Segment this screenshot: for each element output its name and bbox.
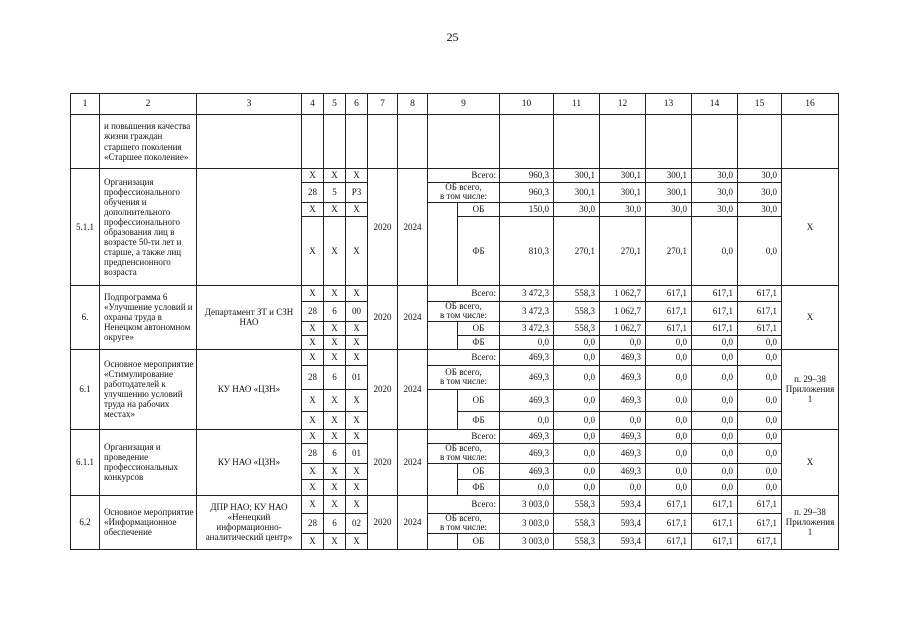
- amount-cell: 593,4: [600, 495, 646, 513]
- source-indent: [428, 463, 458, 495]
- amount-cell: 0,0: [738, 479, 782, 495]
- amount-cell: 0,0: [738, 463, 782, 479]
- year-end: 2024: [398, 285, 428, 349]
- amount-cell: 617,1: [646, 533, 692, 549]
- blank-cell: [346, 115, 368, 169]
- x-cell: X: [346, 389, 368, 411]
- row-note: X: [782, 429, 839, 495]
- x-cell: X: [324, 169, 346, 183]
- row-name: Подпрограмма 6 «Улучшение условий и охраны труда в Ненецком автономном округе»: [100, 285, 197, 349]
- year-end: 2024: [398, 495, 428, 549]
- year-start: 2020: [368, 349, 398, 429]
- amount-cell: 3 003,0: [500, 513, 554, 533]
- code-cell: 28: [302, 301, 324, 321]
- x-cell: X: [324, 285, 346, 301]
- code-cell: 6: [324, 365, 346, 389]
- code-cell: 6: [324, 513, 346, 533]
- amount-cell: 960,3: [500, 169, 554, 183]
- amount-cell: 0,0: [646, 443, 692, 463]
- amount-cell: 469,3: [600, 349, 646, 365]
- amount-cell: 810,3: [500, 216, 554, 285]
- source-label: ФБ: [458, 479, 500, 495]
- amount-cell: 0,0: [554, 463, 600, 479]
- amount-cell: 617,1: [692, 321, 738, 335]
- x-cell: X: [324, 335, 346, 349]
- x-cell: X: [324, 495, 346, 513]
- amount-cell: 30,0: [738, 169, 782, 183]
- header-cell: 2: [100, 94, 197, 115]
- amount-cell: 617,1: [692, 301, 738, 321]
- table-row: [71, 429, 839, 443]
- code-cell: 5: [324, 183, 346, 203]
- blank-cell: [554, 115, 600, 169]
- amount-cell: 0,0: [646, 389, 692, 411]
- source-label: ОБ: [458, 463, 500, 479]
- x-cell: X: [302, 202, 324, 216]
- header-cell: 3: [197, 94, 302, 115]
- source-label: Всего:: [428, 495, 500, 513]
- row-number: 5.1.1: [71, 169, 100, 286]
- amount-cell: 617,1: [692, 533, 738, 549]
- source-label-line: в том числе:: [440, 310, 487, 321]
- amount-cell: 3 003,0: [500, 495, 554, 513]
- amount-cell: 469,3: [500, 349, 554, 365]
- source-label: Всего:: [428, 285, 500, 301]
- source-indent: [428, 202, 458, 285]
- blank-cell: [500, 115, 554, 169]
- source-label: ФБ: [458, 216, 500, 285]
- amount-cell: 1 062,7: [600, 321, 646, 335]
- amount-cell: 30,0: [692, 183, 738, 203]
- row-name: Основное мероприятие «Информационное обеспечение: [100, 495, 197, 549]
- x-cell: X: [302, 285, 324, 301]
- amount-cell: 270,1: [600, 216, 646, 285]
- header-cell: 1: [71, 94, 100, 115]
- year-start: 2020: [368, 429, 398, 495]
- header-cell: 15: [738, 94, 782, 115]
- source-label: ОБ: [458, 533, 500, 549]
- source-label-line: в том числе:: [440, 191, 487, 202]
- blank-cell: [646, 115, 692, 169]
- x-cell: X: [302, 533, 324, 549]
- x-cell: X: [346, 495, 368, 513]
- row-executor: КУ НАО «ЦЗН»: [197, 349, 302, 429]
- x-cell: X: [324, 349, 346, 365]
- blank-cell: [600, 115, 646, 169]
- amount-cell: 1 062,7: [600, 301, 646, 321]
- amount-cell: 617,1: [646, 495, 692, 513]
- blank-cell: [324, 115, 346, 169]
- header-cell: 6: [346, 94, 368, 115]
- blank-cell: [428, 115, 500, 169]
- amount-cell: 469,3: [600, 389, 646, 411]
- amount-cell: 0,0: [738, 349, 782, 365]
- x-cell: X: [302, 429, 324, 443]
- source-label: [428, 301, 500, 321]
- row-number: 6.: [71, 285, 100, 349]
- amount-cell: 0,0: [500, 479, 554, 495]
- amount-cell: 3 472,3: [500, 321, 554, 335]
- row-executor: Департамент ЗТ и СЗН НАО: [197, 285, 302, 349]
- source-label: Всего:: [428, 169, 500, 183]
- amount-cell: 469,3: [600, 463, 646, 479]
- amount-cell: 469,3: [600, 443, 646, 463]
- code-cell: 28: [302, 443, 324, 463]
- code-cell: 01: [346, 443, 368, 463]
- year-start: 2020: [368, 169, 398, 286]
- amount-cell: 469,3: [500, 443, 554, 463]
- amount-cell: 0,0: [646, 429, 692, 443]
- source-label-line: в том числе:: [440, 522, 487, 533]
- x-cell: X: [346, 411, 368, 429]
- x-cell: X: [346, 335, 368, 349]
- blank-cell: [398, 115, 428, 169]
- x-cell: X: [346, 202, 368, 216]
- amount-cell: 469,3: [600, 365, 646, 389]
- x-cell: X: [324, 389, 346, 411]
- table-row: [71, 285, 839, 301]
- amount-cell: 0,0: [554, 389, 600, 411]
- amount-cell: 30,0: [692, 202, 738, 216]
- amount-cell: 0,0: [600, 411, 646, 429]
- amount-cell: 558,3: [554, 513, 600, 533]
- code-cell: P3: [346, 183, 368, 203]
- amount-cell: 0,0: [554, 443, 600, 463]
- amount-cell: 617,1: [738, 495, 782, 513]
- row-name: Организация профессионального обучения и дополнительного профессионального образования лиц в возрасте 50-ти лет и старше, а также лиц предпенсионного возраста: [100, 169, 197, 286]
- amount-cell: 0,0: [738, 429, 782, 443]
- amount-cell: 0,0: [646, 463, 692, 479]
- row-executor: [197, 169, 302, 286]
- amount-cell: 0,0: [554, 335, 600, 349]
- code-cell: 28: [302, 183, 324, 203]
- source-label-line: ОБ всего,: [445, 513, 482, 523]
- amount-cell: 0,0: [692, 479, 738, 495]
- amount-cell: 0,0: [554, 479, 600, 495]
- x-cell: X: [324, 463, 346, 479]
- blank-cell: [302, 115, 324, 169]
- x-cell: X: [302, 389, 324, 411]
- x-cell: X: [324, 321, 346, 335]
- amount-cell: 469,3: [500, 389, 554, 411]
- amount-cell: 3 003,0: [500, 533, 554, 549]
- x-cell: X: [346, 321, 368, 335]
- x-cell: X: [324, 216, 346, 285]
- amount-cell: 617,1: [738, 321, 782, 335]
- blank-cell: [692, 115, 738, 169]
- amount-cell: 30,0: [554, 202, 600, 216]
- source-label: Всего:: [428, 429, 500, 443]
- code-cell: 6: [324, 443, 346, 463]
- amount-cell: 0,0: [692, 389, 738, 411]
- amount-cell: 558,3: [554, 285, 600, 301]
- x-cell: X: [346, 429, 368, 443]
- amount-cell: 0,0: [554, 365, 600, 389]
- source-label-line: ОБ всего,: [445, 182, 482, 192]
- amount-cell: 617,1: [738, 513, 782, 533]
- amount-cell: 558,3: [554, 533, 600, 549]
- amount-cell: 3 472,3: [500, 301, 554, 321]
- row-number: [71, 115, 100, 169]
- row-executor: КУ НАО «ЦЗН»: [197, 429, 302, 495]
- code-cell: 02: [346, 513, 368, 533]
- header-cell: 4: [302, 94, 324, 115]
- header-cell: 12: [600, 94, 646, 115]
- amount-cell: 270,1: [646, 216, 692, 285]
- amount-cell: 0,0: [554, 349, 600, 365]
- code-cell: 6: [324, 301, 346, 321]
- amount-cell: 0,0: [692, 429, 738, 443]
- x-cell: X: [346, 285, 368, 301]
- amount-cell: 0,0: [500, 335, 554, 349]
- amount-cell: 300,1: [600, 183, 646, 203]
- amount-cell: 30,0: [738, 183, 782, 203]
- amount-cell: 0,0: [646, 411, 692, 429]
- code-cell: 28: [302, 365, 324, 389]
- year-end: 2024: [398, 169, 428, 286]
- amount-cell: 593,4: [600, 513, 646, 533]
- amount-cell: 593,4: [600, 533, 646, 549]
- amount-cell: 617,1: [738, 285, 782, 301]
- row-number: 6.2: [71, 495, 100, 549]
- amount-cell: 469,3: [500, 365, 554, 389]
- amount-cell: 558,3: [554, 321, 600, 335]
- row-number: 6.1.1: [71, 429, 100, 495]
- amount-cell: 30,0: [692, 169, 738, 183]
- amount-cell: 617,1: [738, 533, 782, 549]
- source-label: [428, 513, 500, 533]
- amount-cell: 617,1: [646, 301, 692, 321]
- amount-cell: 300,1: [646, 183, 692, 203]
- row-note: X: [782, 169, 839, 286]
- amount-cell: 30,0: [738, 202, 782, 216]
- continuation-row: [71, 115, 839, 169]
- year-end: 2024: [398, 349, 428, 429]
- amount-cell: 300,1: [600, 169, 646, 183]
- source-label-line: ОБ всего,: [445, 301, 482, 311]
- amount-cell: 0,0: [692, 411, 738, 429]
- amount-cell: 558,3: [554, 495, 600, 513]
- x-cell: X: [302, 216, 324, 285]
- source-label: ФБ: [458, 335, 500, 349]
- amount-cell: 617,1: [646, 513, 692, 533]
- x-cell: X: [346, 216, 368, 285]
- amount-cell: 469,3: [600, 429, 646, 443]
- x-cell: X: [302, 463, 324, 479]
- row-number: 6.1: [71, 349, 100, 429]
- amount-cell: 0,0: [646, 335, 692, 349]
- amount-cell: 0,0: [646, 349, 692, 365]
- source-label-line: в том числе:: [440, 452, 487, 463]
- amount-cell: 558,3: [554, 301, 600, 321]
- x-cell: X: [302, 321, 324, 335]
- header-row: [71, 94, 839, 115]
- x-cell: X: [302, 169, 324, 183]
- row-note: п. 29–38 Приложения 1: [782, 349, 839, 429]
- header-cell: 16: [782, 94, 839, 115]
- table-row: [71, 169, 839, 183]
- source-indent: [428, 321, 458, 349]
- x-cell: X: [324, 411, 346, 429]
- source-indent: [428, 533, 458, 549]
- amount-cell: 0,0: [600, 479, 646, 495]
- x-cell: X: [302, 335, 324, 349]
- amount-cell: 0,0: [738, 443, 782, 463]
- x-cell: X: [302, 495, 324, 513]
- amount-cell: 0,0: [554, 429, 600, 443]
- x-cell: X: [324, 202, 346, 216]
- amount-cell: 300,1: [554, 169, 600, 183]
- amount-cell: 0,0: [646, 365, 692, 389]
- amount-cell: 0,0: [554, 411, 600, 429]
- amount-cell: 0,0: [500, 411, 554, 429]
- x-cell: X: [324, 533, 346, 549]
- amount-cell: 0,0: [738, 389, 782, 411]
- source-indent: [428, 389, 458, 429]
- amount-cell: 0,0: [738, 411, 782, 429]
- amount-cell: 469,3: [500, 429, 554, 443]
- source-label: ОБ: [458, 202, 500, 216]
- x-cell: X: [302, 411, 324, 429]
- source-label: ОБ: [458, 389, 500, 411]
- amount-cell: 0,0: [692, 216, 738, 285]
- amount-cell: 0,0: [692, 335, 738, 349]
- x-cell: X: [302, 349, 324, 365]
- budget-table: [70, 93, 839, 550]
- row-executor: [197, 115, 302, 169]
- blank-cell: [782, 115, 839, 169]
- amount-cell: 0,0: [692, 463, 738, 479]
- row-name: и повышения качества жизни граждан старшего поколения «Старшее поколение»: [100, 115, 197, 169]
- amount-cell: 300,1: [646, 169, 692, 183]
- blank-cell: [738, 115, 782, 169]
- amount-cell: 150,0: [500, 202, 554, 216]
- source-label: Всего:: [428, 349, 500, 365]
- amount-cell: 0,0: [692, 443, 738, 463]
- table-row: [71, 495, 839, 513]
- x-cell: X: [346, 463, 368, 479]
- header-cell: 13: [646, 94, 692, 115]
- row-name: Основное мероприятие «Стимулирование работодателей к улучшению условий труда на рабочих местах»: [100, 349, 197, 429]
- amount-cell: 469,3: [500, 463, 554, 479]
- amount-cell: 0,0: [692, 349, 738, 365]
- source-label: ФБ: [458, 411, 500, 429]
- amount-cell: 30,0: [600, 202, 646, 216]
- amount-cell: 0,0: [738, 216, 782, 285]
- amount-cell: 30,0: [646, 202, 692, 216]
- source-label: [428, 365, 500, 389]
- year-start: 2020: [368, 285, 398, 349]
- amount-cell: 0,0: [738, 335, 782, 349]
- x-cell: X: [346, 533, 368, 549]
- page-number: 25: [446, 30, 459, 44]
- code-cell: 28: [302, 513, 324, 533]
- amount-cell: 3 472,3: [500, 285, 554, 301]
- source-label: [428, 183, 500, 203]
- code-cell: 01: [346, 365, 368, 389]
- x-cell: X: [346, 479, 368, 495]
- header-cell: 5: [324, 94, 346, 115]
- amount-cell: 300,1: [554, 183, 600, 203]
- source-label: ОБ: [458, 321, 500, 335]
- row-name: Организация и проведение профессиональных конкурсов: [100, 429, 197, 495]
- amount-cell: 617,1: [738, 301, 782, 321]
- amount-cell: 0,0: [738, 365, 782, 389]
- amount-cell: 617,1: [692, 285, 738, 301]
- x-cell: X: [324, 479, 346, 495]
- x-cell: X: [324, 429, 346, 443]
- amount-cell: 0,0: [646, 479, 692, 495]
- header-cell: 9: [428, 94, 500, 115]
- source-label: [428, 443, 500, 463]
- amount-cell: 617,1: [692, 513, 738, 533]
- source-label-line: ОБ всего,: [445, 443, 482, 453]
- source-label-line: в том числе:: [440, 376, 487, 387]
- amount-cell: 0,0: [600, 335, 646, 349]
- blank-cell: [368, 115, 398, 169]
- row-note: п. 29–38 Приложения 1: [782, 495, 839, 549]
- year-start: 2020: [368, 495, 398, 549]
- row-note: X: [782, 285, 839, 349]
- header-cell: 8: [398, 94, 428, 115]
- amount-cell: 960,3: [500, 183, 554, 203]
- source-label-line: ОБ всего,: [445, 366, 482, 377]
- header-cell: 11: [554, 94, 600, 115]
- x-cell: X: [302, 479, 324, 495]
- amount-cell: 0,0: [692, 365, 738, 389]
- year-end: 2024: [398, 429, 428, 495]
- x-cell: X: [346, 169, 368, 183]
- amount-cell: 270,1: [554, 216, 600, 285]
- amount-cell: 617,1: [692, 495, 738, 513]
- row-executor: ДПР НАО; КУ НАО «Ненецкий информационно-аналитический центр»: [197, 495, 302, 549]
- amount-cell: 617,1: [646, 285, 692, 301]
- x-cell: X: [346, 349, 368, 365]
- amount-cell: 1 062,7: [600, 285, 646, 301]
- header-cell: 10: [500, 94, 554, 115]
- header-cell: 14: [692, 94, 738, 115]
- amount-cell: 617,1: [646, 321, 692, 335]
- table-row: [71, 349, 839, 365]
- header-cell: 7: [368, 94, 398, 115]
- code-cell: 00: [346, 301, 368, 321]
